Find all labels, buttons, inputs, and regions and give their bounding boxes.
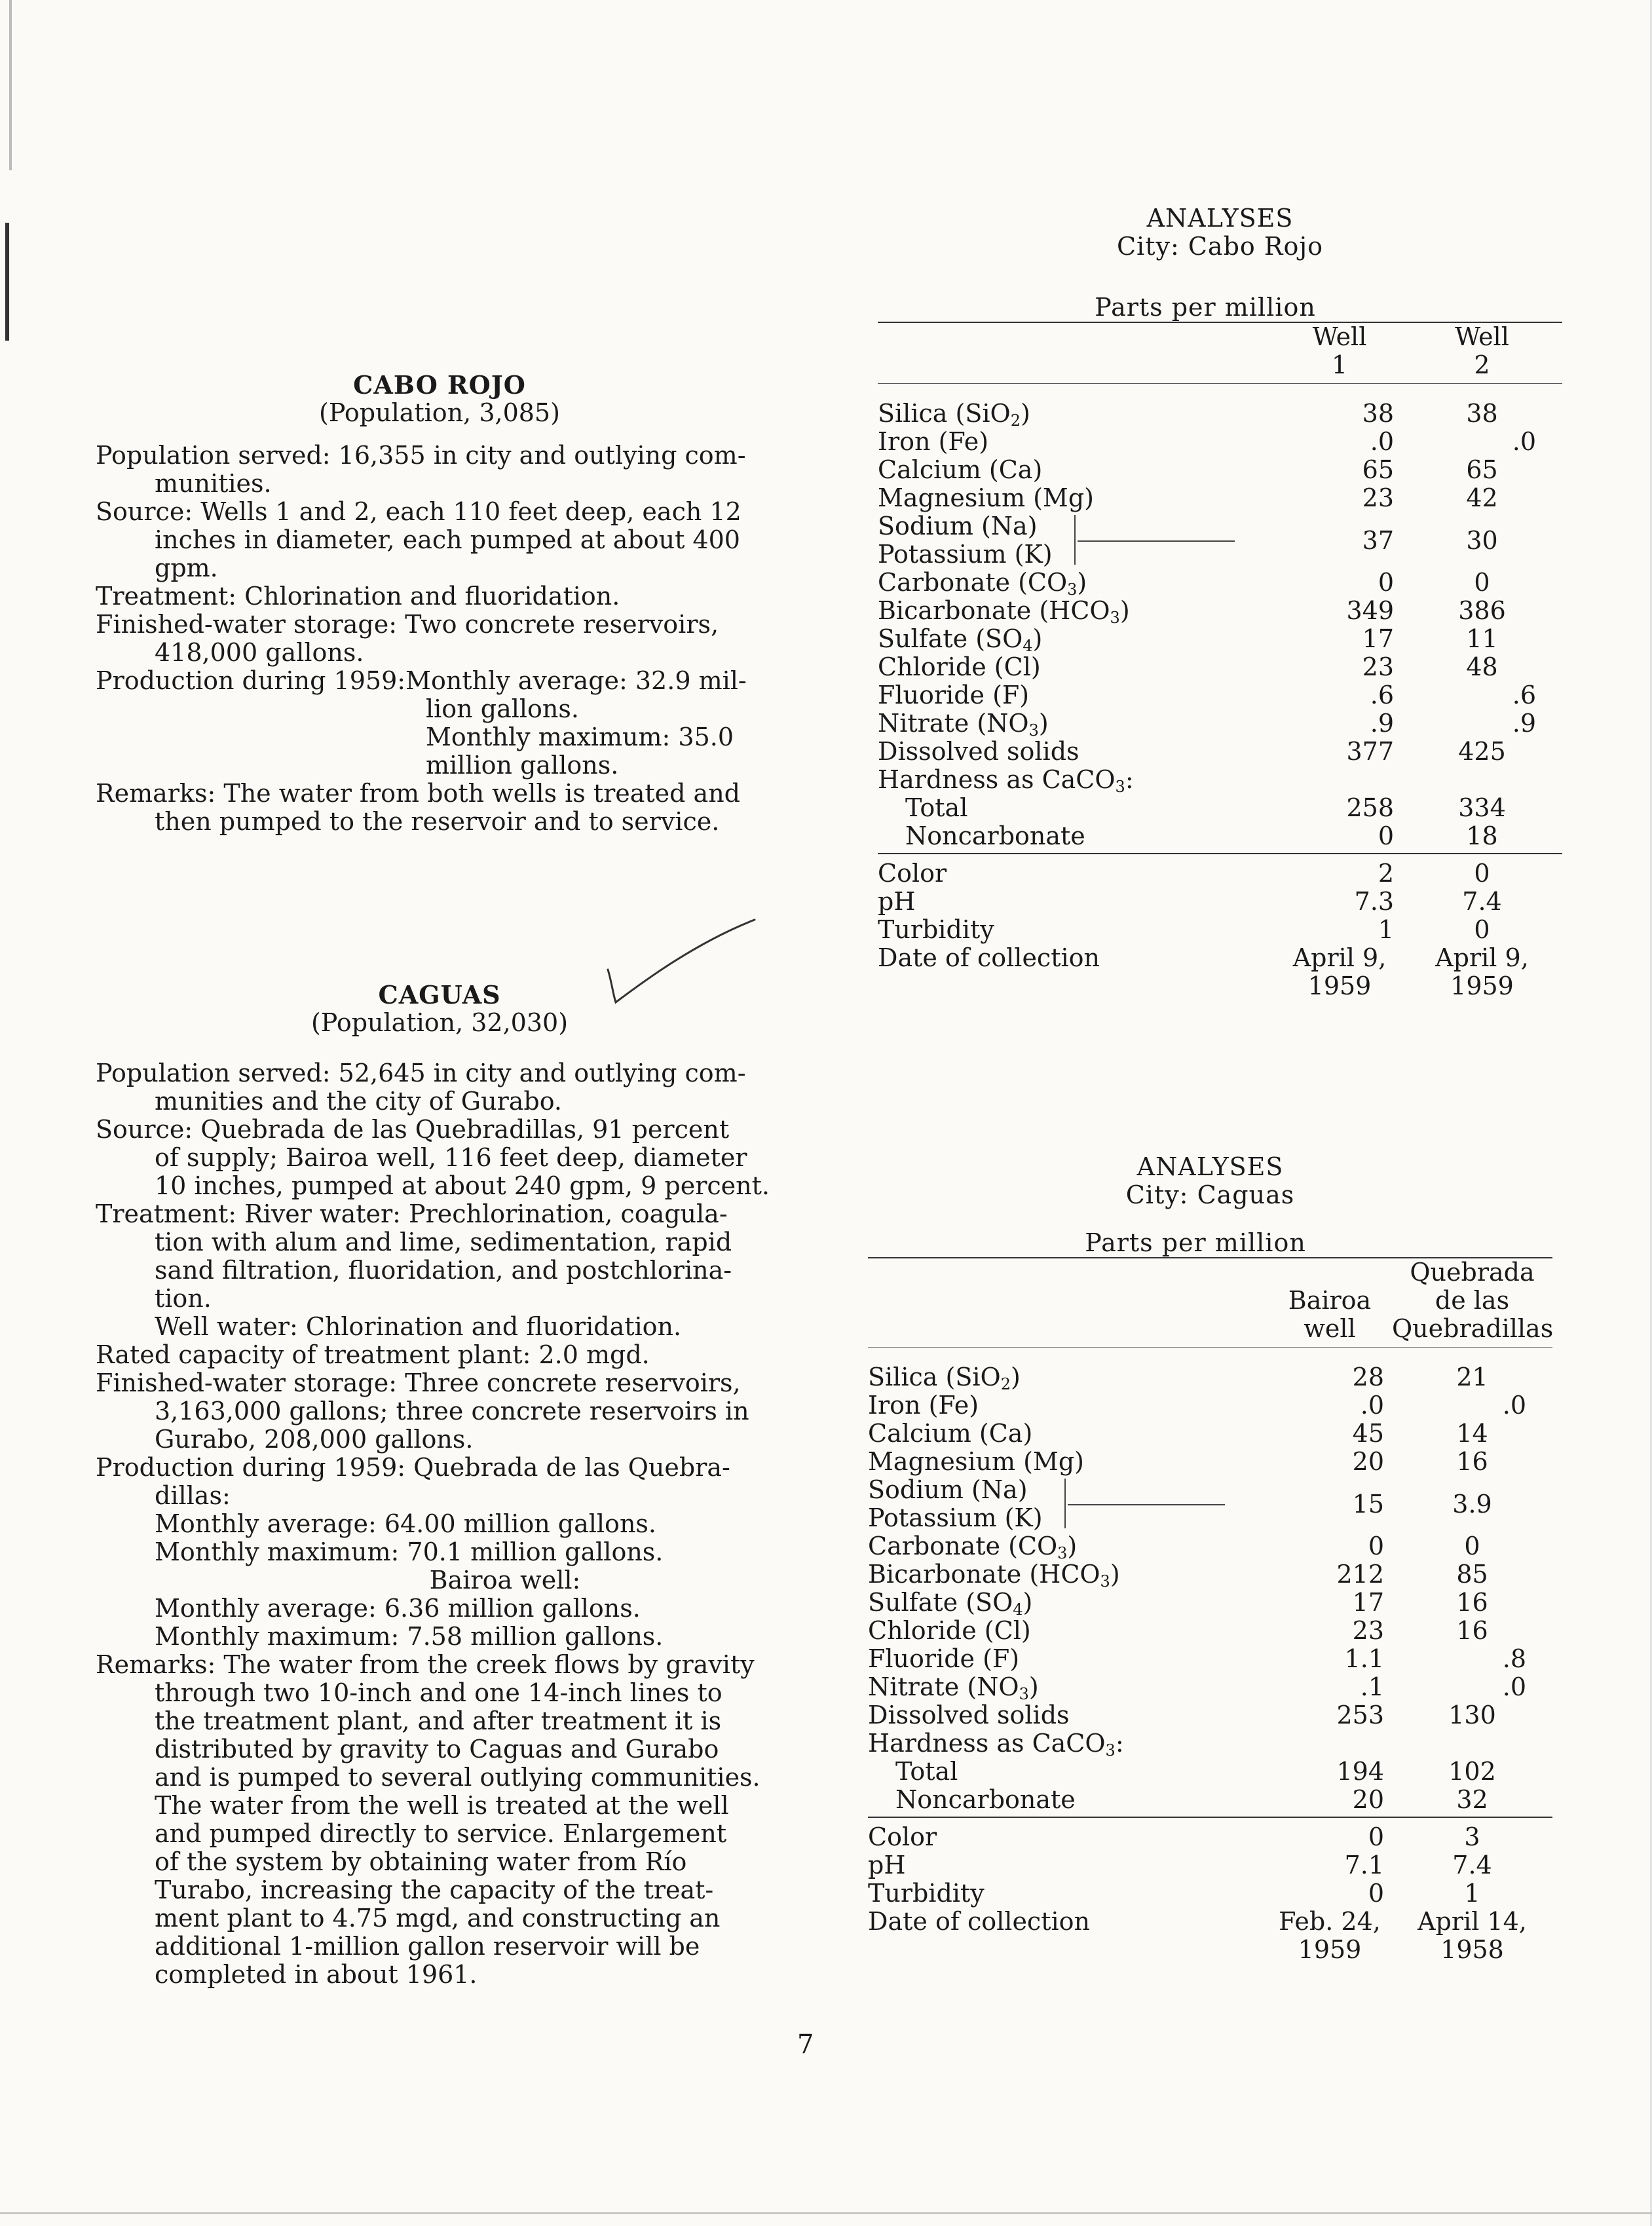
row-label: Iron (Fe) [868, 1391, 979, 1420]
table-rule [878, 853, 1562, 854]
text-line: of the system by obtaining water from Río [155, 1847, 687, 1876]
row-label: Iron (Fe) [878, 427, 989, 456]
text-line: Remarks: The water from the creek flows by gravity [96, 1650, 755, 1679]
cell-value: 3 [1464, 1822, 1480, 1851]
cell-value: 20 [1352, 1447, 1384, 1476]
cell-value: 38 [1466, 399, 1498, 428]
text-line: of supply; Bairoa well, 116 feet deep, diameter [155, 1143, 747, 1172]
row-label: Dissolved solids [878, 737, 1079, 766]
table-row [868, 1645, 1552, 1673]
analyses-heading: ANALYSES [1136, 1152, 1284, 1181]
table-header-row [878, 323, 1562, 379]
text-line: the treatment plant, and after treatment it is [155, 1707, 722, 1735]
cell-value: 28 [1352, 1363, 1384, 1391]
table-row [878, 859, 1562, 888]
cell-value: 30 [1466, 525, 1498, 555]
cell-value: .0 [1502, 1391, 1526, 1420]
table-row [868, 1908, 1552, 1964]
text-line: Source: Quebrada de las Quebradillas, 91 percent [96, 1115, 730, 1144]
cell-value: 258 [1346, 793, 1394, 822]
cell-value: 16 [1456, 1616, 1488, 1645]
text-line: then pumped to the reservoir and to service. [155, 807, 720, 836]
cell-value: 425 [1458, 737, 1506, 766]
cell-value: 11 [1466, 624, 1498, 653]
cell-value: .0 [1370, 427, 1394, 456]
text-line: additional 1-million gallon reservoir will be [155, 1932, 700, 1961]
text-line: completed in about 1961. [155, 1960, 478, 1989]
text-line: and is pumped to several outlying communities. [155, 1763, 760, 1792]
column-header-bairoa-well [1267, 1258, 1392, 1343]
table-row: Hardness as CaCO$_3$: [868, 1729, 1124, 1760]
text-line: lion gallons. [426, 694, 579, 723]
cell-value: 65 [1466, 455, 1498, 484]
cell-value: 7.4 [1452, 1851, 1492, 1879]
cabo-rojo-treatment: Treatment: Chlorination and fluoridation. [96, 582, 620, 611]
table-row: Hardness as CaCO$_3$: [878, 765, 1134, 796]
cell-value: 0 [1464, 1532, 1480, 1560]
row-label: Sodium (Na) [868, 1475, 1028, 1504]
table-row: Silica (SiO$_2$) 38 38 [878, 400, 1562, 428]
cell-value: 0 [1368, 1879, 1384, 1908]
cell-value: April 9, [1292, 943, 1387, 972]
cell-value: 38 [1362, 399, 1394, 428]
row-label: Sodium (Na) [878, 512, 1038, 540]
cell-value: 21 [1456, 1363, 1488, 1391]
table-row [878, 484, 1562, 512]
caguas-title: CAGUAS [378, 980, 501, 1009]
caguas-production [96, 1454, 783, 1651]
row-label: Silica (SiO [868, 1363, 1001, 1391]
text-line: Production during 1959:Monthly average: 32.9 mil- [96, 666, 747, 695]
text-line: Monthly average: 6.36 million gallons. [155, 1594, 641, 1623]
column-header-well-2 [1402, 323, 1562, 379]
row-label: Fluoride (F) [878, 681, 1030, 709]
text-line: 10 inches, pumped at about 240 gpm, 9 percent. [155, 1171, 770, 1200]
header-text: Quebradillas [1392, 1314, 1554, 1343]
cell-value: 253 [1336, 1701, 1384, 1729]
row-label: Potassium (K) [868, 1503, 1043, 1532]
cabo-rojo-remarks [96, 780, 783, 836]
header-text: de las [1435, 1286, 1510, 1315]
text-line: Turabo, increasing the capacity of the treat- [155, 1876, 714, 1904]
scan-mark [5, 223, 9, 341]
text-line: Finished-water storage: Three concrete reservoirs, [96, 1368, 741, 1397]
cell-value: 32 [1456, 1785, 1488, 1814]
header-text: well [1304, 1314, 1356, 1343]
table-row [868, 1823, 1552, 1851]
cell-value: 85 [1456, 1560, 1488, 1589]
analyses-caguas [868, 1153, 1552, 1964]
row-label: Potassium (K) [878, 540, 1053, 569]
row-label: Turbidity [868, 1879, 985, 1908]
text-line: Remarks: The water from both wells is treated and [96, 779, 741, 808]
cell-value: 1 [1378, 915, 1394, 944]
cell-value: 14 [1456, 1419, 1488, 1448]
row-label: Color [868, 1822, 937, 1851]
row-label: Bicarbonate (HCO [868, 1560, 1100, 1589]
cabo-rojo-source [96, 498, 783, 582]
cell-value: .6 [1512, 681, 1536, 709]
text-line: Monthly average: 64.00 million gallons. [155, 1509, 656, 1538]
cell-value: 16 [1456, 1588, 1488, 1617]
cell-value: 377 [1346, 737, 1394, 766]
row-label: Hardness as CaCO [868, 1729, 1106, 1758]
brace-leader-line [1068, 1504, 1225, 1505]
cell-value: 386 [1458, 596, 1506, 625]
row-label: Sulfate (SO [878, 624, 1023, 653]
cell-value: .9 [1512, 709, 1536, 738]
cell-value: 17 [1352, 1588, 1384, 1617]
header-text: Bairoa [1288, 1286, 1372, 1315]
row-label: Date of collection [868, 1907, 1090, 1936]
text-line: 418,000 gallons. [155, 638, 364, 667]
table-row [878, 681, 1562, 709]
cell-value: 0 [1378, 568, 1394, 597]
page-number: 7 [797, 2029, 814, 2060]
header-text: 2 [1474, 350, 1490, 379]
cell-value: .0 [1360, 1391, 1384, 1420]
table-row-sodium-potassium [868, 1476, 1552, 1532]
table-row: Sulfate $(SO_4)$ 17 11 [878, 625, 1562, 653]
cell-value: 0 [1378, 821, 1394, 850]
cell-value: .8 [1502, 1644, 1526, 1673]
text-line: Monthly maximum: 35.0 [426, 723, 734, 751]
text-line: Population served: 52,645 in city and outlying com- [96, 1059, 746, 1087]
text-line: Population served: 16,355 in city and outlying com- [96, 441, 746, 470]
table-row [878, 888, 1562, 916]
text-line: inches in diameter, each pumped at about 400 [155, 525, 740, 554]
brace-mark [1074, 515, 1081, 565]
subscript: 3 [1028, 721, 1039, 740]
row-label: Noncarbonate [895, 1785, 1076, 1814]
row-label: Chloride (Cl) [878, 652, 1041, 681]
text-line: Gurabo, 208,000 gallons. [155, 1425, 474, 1454]
cell-value: 2 [1378, 859, 1394, 888]
cabo-rojo-section [96, 371, 783, 836]
brace-mark [1064, 1479, 1071, 1528]
row-label: Calcium (Ca) [878, 455, 1043, 484]
text-line: munities and the city of Gurabo. [155, 1087, 563, 1116]
row-label: Silica (SiO [878, 399, 1011, 428]
cell-value: 45 [1352, 1419, 1384, 1448]
cell-value: 194 [1336, 1757, 1384, 1786]
caguas-section [96, 981, 783, 1989]
table-row [868, 1701, 1552, 1729]
row-label: Calcium (Ca) [868, 1419, 1033, 1448]
table-row [868, 1879, 1552, 1908]
cell-value: 23 [1362, 483, 1394, 512]
table-row [878, 456, 1562, 484]
table-row [868, 1448, 1552, 1476]
table-row [868, 1420, 1552, 1448]
cell-value: 1959 [1307, 972, 1372, 1000]
column-header-quebradillas [1392, 1258, 1552, 1343]
subscript: 2 [1010, 411, 1021, 430]
row-label: Carbonate (CO [868, 1532, 1058, 1560]
caguas-population-served [96, 1059, 783, 1116]
cell-value: 18 [1466, 821, 1498, 850]
subscript: 3 [1100, 1572, 1110, 1591]
handwritten-check-mark-icon [603, 917, 760, 1015]
cell-value: 37 [1362, 525, 1394, 555]
table-row [868, 1758, 1552, 1786]
row-label: Total [895, 1757, 958, 1786]
row-label: Date of collection [878, 943, 1100, 972]
cell-value: 7.3 [1354, 887, 1394, 916]
subscript: 4 [1013, 1600, 1023, 1619]
cell-value: 0 [1368, 1532, 1384, 1560]
cell-value: 212 [1336, 1560, 1384, 1589]
table-row [878, 944, 1562, 1000]
text-line: Bairoa well: [429, 1566, 581, 1594]
analyses-units: Parts per million [1095, 293, 1316, 322]
caguas-rated-capacity: Rated capacity of treatment plant: 2.0 mgd. [96, 1340, 650, 1369]
table-row: Bicarbonate $(HCO_3)$ 212 85 [868, 1560, 1552, 1589]
subscript: 3 [1057, 1544, 1068, 1562]
text-line: ment plant to 4.75 mgd, and constructing an [155, 1904, 721, 1933]
cell-value: 16 [1456, 1447, 1488, 1476]
cell-value: April 14, [1417, 1907, 1527, 1936]
cell-value: 334 [1458, 793, 1506, 822]
subscript: 3 [1019, 1685, 1029, 1703]
row-label: Hardness as CaCO [878, 765, 1116, 794]
column-header-well-1 [1277, 323, 1402, 379]
table-row [868, 1617, 1552, 1645]
text-line: Treatment: River water: Prechlorination, coagula- [96, 1199, 728, 1228]
text-line: dillas: [155, 1481, 231, 1510]
cell-value: 1.1 [1344, 1644, 1384, 1673]
header-text: Well [1312, 322, 1367, 351]
cell-value: 65 [1362, 455, 1394, 484]
cell-value: 7.4 [1462, 887, 1502, 916]
text-line: gpm. [155, 554, 218, 582]
cell-value: 130 [1448, 1701, 1496, 1729]
cell-value: 20 [1352, 1785, 1384, 1814]
table-row [868, 1391, 1552, 1420]
cell-value: 7.1 [1344, 1851, 1384, 1879]
row-label: Bicarbonate (HCO [878, 596, 1110, 625]
cell-value: April 9, [1435, 943, 1529, 972]
cell-value: 17 [1362, 624, 1394, 653]
cell-value: .1 [1360, 1672, 1384, 1701]
subscript: 3 [1110, 609, 1120, 627]
table-row: Bicarbonate $(HCO_3)$ 349 386 [878, 597, 1562, 625]
text-line: tion. [155, 1284, 212, 1313]
text-line: Monthly maximum: 70.1 million gallons. [155, 1537, 664, 1566]
text-line: sand filtration, fluoridation, and postchlorina- [155, 1256, 732, 1285]
cell-value: 23 [1362, 652, 1394, 681]
text-line: million gallons. [426, 751, 619, 780]
cell-value: .6 [1370, 681, 1394, 709]
cell-value: 0 [1474, 568, 1490, 597]
table-row: Sulfate $(SO_4)$ 17 16 [868, 1589, 1552, 1617]
subscript: 3 [1105, 1741, 1116, 1760]
scan-edge-left [9, 0, 12, 170]
analyses-city: City: Cabo Rojo [1116, 232, 1323, 261]
row-label: pH [868, 1851, 906, 1879]
cell-value: 1958 [1440, 1935, 1504, 1964]
cell-value: 48 [1466, 652, 1498, 681]
cell-value: .0 [1512, 427, 1536, 456]
text-line: and pumped directly to service. Enlargement [155, 1819, 727, 1848]
row-label: pH [878, 887, 916, 916]
cabo-rojo-storage [96, 611, 783, 667]
row-label: Sulfate (SO [868, 1588, 1013, 1617]
text-line: munities. [155, 469, 272, 498]
text-line: Finished-water storage: Two concrete reservoirs, [96, 610, 719, 639]
subscript: 4 [1023, 637, 1033, 655]
cabo-rojo-production [96, 667, 783, 780]
text-line: The water from the well is treated at the well [155, 1791, 729, 1820]
table-row-sodium-potassium [878, 512, 1562, 569]
row-label: Magnesium (Mg) [868, 1447, 1084, 1476]
caguas-storage [96, 1369, 783, 1454]
table-row [878, 738, 1562, 766]
cell-value: .0 [1502, 1672, 1526, 1701]
header-text: Quebrada [1410, 1258, 1535, 1287]
text-line: through two 10-inch and one 14-inch lines to [155, 1678, 723, 1707]
table-row [878, 822, 1562, 850]
header-text: 1 [1331, 350, 1348, 379]
text-line: Monthly maximum: 7.58 million gallons. [155, 1622, 664, 1651]
row-label: Nitrate (NO [878, 709, 1029, 738]
table-row: Silica (SiO$_2$) 28 21 [868, 1363, 1552, 1391]
subscript: 3 [1067, 580, 1078, 599]
row-label: Noncarbonate [905, 821, 1085, 850]
text-line: Source: Wells 1 and 2, each 110 feet deep, each 12 [96, 497, 742, 526]
cell-value: 0 [1368, 1822, 1384, 1851]
subscript: 3 [1115, 778, 1125, 796]
table-row [878, 916, 1562, 944]
caguas-source [96, 1116, 783, 1200]
caguas-treatment [96, 1200, 783, 1341]
brace-leader-line [1078, 540, 1235, 542]
cell-value: 1 [1464, 1879, 1480, 1908]
header-text: Well [1455, 322, 1509, 351]
cabo-rojo-population-served [96, 442, 783, 498]
row-label: Fluoride (F) [868, 1644, 1020, 1673]
cell-value: 23 [1352, 1616, 1384, 1645]
row-label: Turbidity [878, 915, 994, 944]
caguas-population: (Population, 32,030) [310, 1008, 569, 1037]
table-row [878, 428, 1562, 456]
cell-value: 102 [1448, 1757, 1496, 1786]
table-row: Nitrate $(NO_3)$ .9 .9 [878, 709, 1562, 738]
text-line: distributed by gravity to Caguas and Gurabo [155, 1735, 719, 1764]
table-rule [868, 1817, 1552, 1818]
analyses-cabo-rojo [878, 204, 1562, 1000]
row-label: Chloride (Cl) [868, 1616, 1031, 1645]
analyses-units: Parts per million [1085, 1228, 1306, 1257]
cell-value: 42 [1466, 483, 1498, 512]
table-row [878, 794, 1562, 822]
cell-value: 1959 [1298, 1935, 1362, 1964]
text-line: Well water: Chlorination and fluoridation. [155, 1312, 682, 1341]
subscript: 2 [1000, 1375, 1011, 1393]
caguas-remarks [96, 1651, 783, 1989]
row-label: Nitrate (NO [868, 1672, 1019, 1701]
cell-value: 15 [1352, 1489, 1384, 1519]
cell-value: 349 [1346, 596, 1394, 625]
text-line: 3,163,000 gallons; three concrete reservoirs in [155, 1397, 749, 1425]
cell-value: Feb. 24, [1279, 1907, 1381, 1936]
row-label: Total [905, 793, 968, 822]
cell-value: 1959 [1450, 972, 1514, 1000]
table-row [868, 1851, 1552, 1879]
cabo-rojo-population: (Population, 3,085) [319, 398, 560, 427]
table-header-row [868, 1258, 1552, 1343]
cell-value: .9 [1370, 709, 1394, 738]
row-label: Magnesium (Mg) [878, 483, 1094, 512]
table-row: Carbonate $(CO_3)$ 0 0 [868, 1532, 1552, 1560]
row-label: Color [878, 859, 947, 888]
cell-value: 3.9 [1452, 1489, 1492, 1519]
cell-value: 0 [1474, 915, 1490, 944]
scan-edge-bottom [0, 2212, 1652, 2214]
table-row: Carbonate $(CO_3)$ 0 0 [878, 569, 1562, 597]
text-line: tion with alum and lime, sedimentation, rapid [155, 1228, 732, 1256]
row-label: Dissolved solids [868, 1701, 1070, 1729]
cabo-rojo-title: CABO ROJO [353, 370, 526, 400]
cell-value: 0 [1474, 859, 1490, 888]
table-row [868, 1786, 1552, 1814]
text-line: Production during 1959: Quebrada de las Quebra- [96, 1453, 730, 1482]
analyses-heading: ANALYSES [1146, 204, 1294, 233]
row-label: Carbonate (CO [878, 568, 1068, 597]
table-row: Nitrate $(NO_3)$ .1 .0 [868, 1673, 1552, 1701]
analyses-city: City: Caguas [1125, 1180, 1295, 1209]
table-row [878, 653, 1562, 681]
